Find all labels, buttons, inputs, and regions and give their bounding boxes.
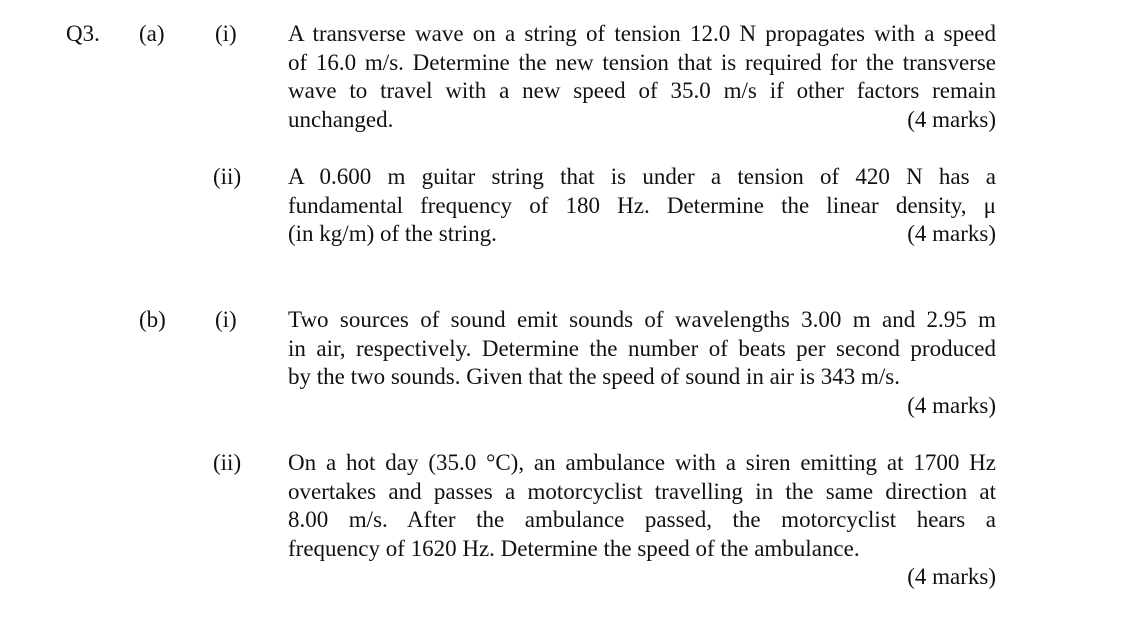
subpart-a-i-text xyxy=(288,20,996,134)
text-line: 8.00 m/s. After the ambulance passed, the motorcyclist hears a xyxy=(288,507,996,532)
text-line: A transverse wave on a string of tension 12.0 N propagates with a speed xyxy=(288,21,996,46)
text-line: Two sources of sound emit sounds of wavelengths 3.00 m and 2.95 m xyxy=(288,307,996,332)
text-line: (in kg/m) of the string. xyxy=(288,221,497,246)
marks-b-ii: (4 marks) xyxy=(907,564,996,589)
text-line: fundamental frequency of 180 Hz. Determine the linear density, μ xyxy=(288,192,996,218)
text-line: of 16.0 m/s. Determine the new tension that is required for the transverse xyxy=(288,49,996,75)
subpart-b-i-label: (i) xyxy=(215,307,237,332)
subpart-b-ii-label: (ii) xyxy=(213,450,242,475)
marks-a-ii: (4 marks) xyxy=(907,221,996,246)
text-line: by the two sounds. Given that the speed of sound in air is 343 m/s. xyxy=(288,364,900,389)
marks-a-i: (4 marks) xyxy=(907,107,996,132)
subpart-a-ii-label: (ii) xyxy=(213,164,242,189)
subpart-a-ii-text xyxy=(288,163,996,249)
question-number: Q3. xyxy=(66,21,100,46)
text-line: A 0.600 m guitar string that is under a tension of 420 N has a xyxy=(288,164,996,189)
text-line: overtakes and passes a motorcyclist travelling in the same direction at xyxy=(288,478,996,504)
text-line: wave to travel with a new speed of 35.0 m/s if other factors remain xyxy=(288,78,996,103)
text-line: unchanged. xyxy=(288,106,394,132)
subpart-b-ii-text xyxy=(288,449,996,563)
part-b-label: (b) xyxy=(139,307,166,332)
text-line: frequency of 1620 Hz. Determine the speed of the ambulance. xyxy=(288,535,860,561)
text-line: On a hot day (35.0 °C), an ambulance with a siren emitting at 1700 Hz xyxy=(288,450,996,475)
subpart-a-i-label: (i) xyxy=(215,21,237,46)
subpart-b-i-text xyxy=(288,306,996,392)
part-a-label: (a) xyxy=(139,21,165,46)
text-line: in air, respectively. Determine the number of beats per second produced xyxy=(288,335,996,361)
marks-b-i: (4 marks) xyxy=(907,393,996,418)
